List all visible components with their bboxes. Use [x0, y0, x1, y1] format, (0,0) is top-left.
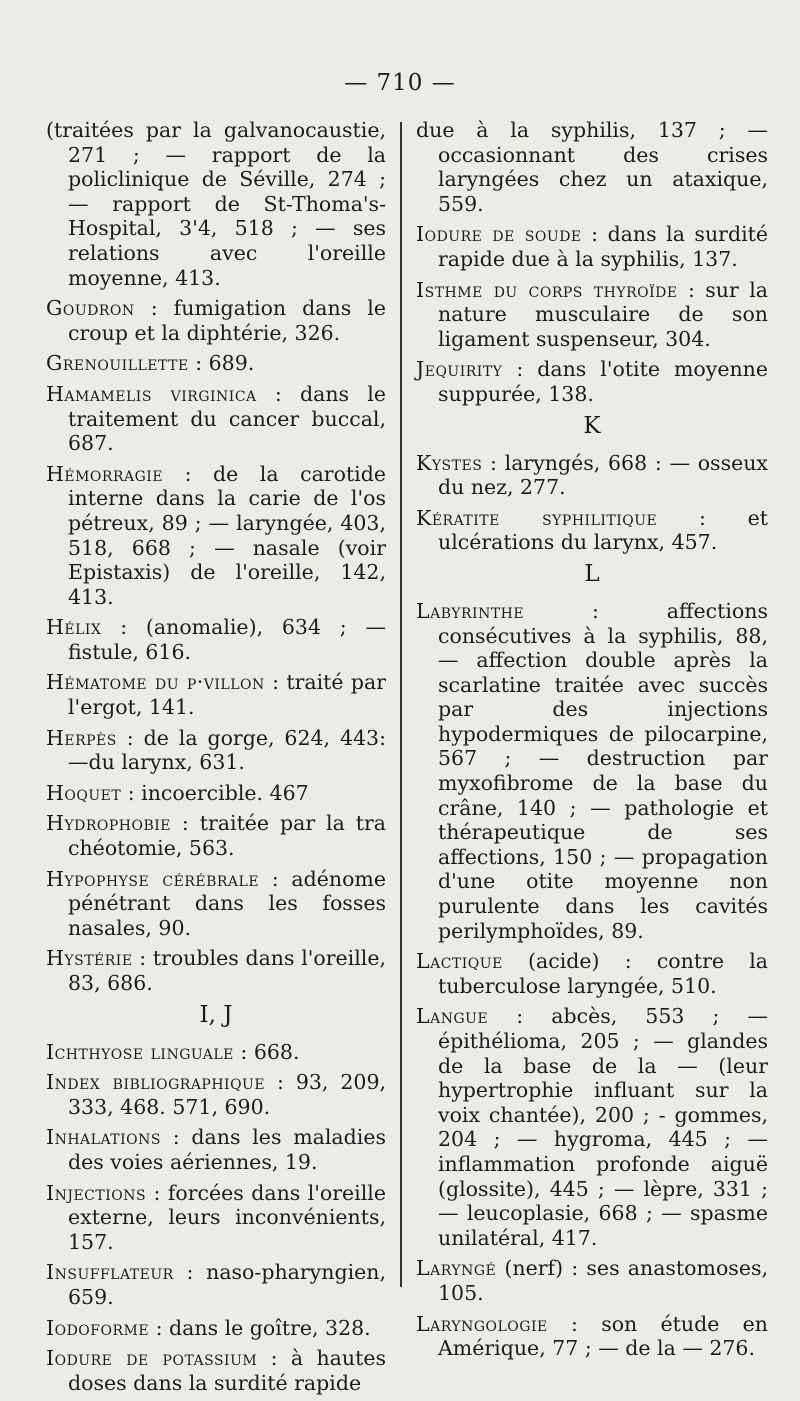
entry-heading: Index bibliographique — [46, 1070, 266, 1095]
index-entry — [46, 1260, 386, 1309]
entry-text: : traitée par la tra chéotomie, 563. — [68, 811, 386, 861]
entry-heading: Herpès — [46, 725, 117, 750]
index-entry — [46, 1316, 386, 1341]
entry-heading: Hoquet — [46, 780, 122, 805]
entry-text: due à la syphilis, 137 ; — occasionnant des crises laryngées chez un ataxique, 559. — [416, 118, 768, 216]
entry-text: : affections consécutives à la syphilis, 88, — affection double après la scarlatine traitée avec succès par des injections hypodermiques de pilocarpine, 567 ; — destruction par myxofibrome de la base du crâne, 140 ; — pathologie et thérapeutique de ses affections, 150 ; — propagation d'une otite moyenne non purulente dans les cavités perilymphoïdes, 89. — [438, 598, 768, 943]
entry-heading: Laryngé — [416, 1256, 497, 1281]
entry-text: : dans le traitement du cancer buccal, 687. — [68, 381, 386, 456]
section-letter-i-j: I, J — [199, 1001, 233, 1028]
entry-heading: Hamamelis virginica — [46, 381, 257, 406]
entry-heading: Insufflateur — [46, 1260, 174, 1285]
index-entry — [46, 1181, 386, 1255]
entry-heading: Hypophyse cérébrale — [46, 866, 260, 891]
entry-heading: Isthme du corps thyroïde — [416, 277, 678, 302]
entry-text: : troubles dans l'oreille, 83, 686. — [68, 946, 386, 995]
entry-heading: Laryngologie — [416, 1311, 548, 1336]
entry-heading: Langue — [416, 1004, 489, 1029]
entry-text: : sur la nature musculaire de son ligament suspenseur, 304. — [438, 277, 768, 351]
entry-text: : laryngés, 668 : — osseux du nez, 277. — [438, 450, 768, 500]
entry-text: : 668. — [233, 1039, 300, 1064]
entry-heading: Hémorragie — [46, 461, 164, 486]
index-entry — [416, 1256, 768, 1305]
entry-text: (nerf) : ses anastomoses, 105. — [438, 1256, 768, 1305]
entry-heading: Iodoforme — [46, 1315, 150, 1340]
entry-heading: Jequirity — [416, 357, 503, 382]
entry-text: (acide) : contre la tuberculose laryngée, 510. — [438, 949, 768, 998]
index-entry — [46, 351, 386, 376]
index-entry — [46, 296, 386, 345]
right-column — [416, 118, 768, 1367]
index-entry — [416, 1004, 768, 1250]
index-entry — [416, 599, 768, 943]
index-entry — [416, 278, 768, 352]
index-entry — [46, 615, 386, 664]
index-entry — [416, 506, 768, 555]
entry-text: : adénome pénétrant dans les fosses nasales, 90. — [68, 866, 386, 940]
entry-heading: Injections — [46, 1180, 147, 1205]
section-letter-k: K — [583, 412, 601, 439]
entry-heading: Grenouillette — [46, 351, 189, 376]
entry-text: : naso-pharyngien, 659. — [68, 1260, 386, 1309]
entry-heading: Ichthyose linguale — [46, 1039, 234, 1064]
page-number: — 710 — — [344, 70, 456, 96]
entry-text: : dans la surdité rapide due à la syphilis, 137. — [438, 222, 768, 271]
entry-text: : son étude en Amérique, 77 ; — de la — 276. — [438, 1311, 768, 1361]
entry-text: : incoercible. 467 — [121, 780, 309, 805]
entry-heading: Hystérie — [46, 946, 133, 971]
index-entry — [46, 1346, 386, 1395]
index-entry — [46, 1070, 386, 1119]
entry-text: : de la carotide interne dans la carie de l'os pétreux, 89 ; — laryngée, 403, 518, 668 ; — nasale (voir Epistaxis) de l'oreille, 142, 413. — [68, 461, 386, 609]
entry-heading: Hydrophobie — [46, 811, 172, 836]
index-entry — [416, 357, 768, 406]
entry-heading: Hématome du p·villon — [46, 670, 265, 695]
entry-text: : dans l'otite moyenne suppurée, 138. — [438, 357, 768, 406]
index-entry — [46, 462, 386, 610]
index-entry — [416, 222, 768, 271]
entry-text: : à hautes doses dans la surdité rapide — [68, 1346, 386, 1395]
entry-heading: Iodure de potassium — [46, 1346, 258, 1371]
index-entry — [46, 867, 386, 941]
entry-heading: Iodure de soude — [416, 222, 582, 247]
index-entry — [46, 781, 386, 806]
entry-heading: Kystes — [416, 450, 483, 475]
entry-heading: Inhalations — [46, 1125, 161, 1150]
entry-text: : de la gorge, 624, 443: —du larynx, 631. — [68, 725, 386, 775]
left-column — [46, 118, 386, 1401]
index-entry — [46, 811, 386, 860]
entry-heading: Lactique — [416, 949, 503, 974]
index-entry — [46, 1125, 386, 1174]
entry-text: : fumigation dans le croup et la diphtérie, 326. — [68, 296, 386, 345]
entry-text: : (anomalie), 634 ; — fistule, 616. — [68, 615, 386, 664]
index-entry — [46, 118, 386, 290]
entry-heading: Hélix — [46, 615, 102, 640]
entry-text: : forcées dans l'oreille externe, leurs inconvénients, 157. — [68, 1180, 386, 1254]
index-entry — [416, 451, 768, 500]
column-divider — [400, 122, 402, 1287]
entry-text: : 689. — [188, 351, 255, 376]
entry-heading: Goudron — [46, 296, 135, 321]
index-entry — [46, 726, 386, 775]
entry-text: : et ulcérations du larynx, 457. — [438, 505, 769, 555]
section-letter-l: L — [584, 560, 600, 587]
index-entry — [46, 946, 386, 995]
index-entry — [416, 1312, 768, 1361]
entry-heading: Kératite syphilitique — [416, 505, 658, 530]
index-entry — [416, 118, 768, 216]
entry-heading: Labyrinthe — [416, 598, 525, 623]
index-entry — [46, 1040, 386, 1065]
index-entry — [46, 670, 386, 719]
entry-text: : 93, 209, 333, 468. 571, 690. — [68, 1070, 387, 1119]
index-entry — [416, 949, 768, 998]
entry-text: : dans les maladies des voies aériennes, 19. — [68, 1125, 386, 1174]
entry-text: : abcès, 553 ; — épithélioma, 205 ; — glandes de la base de la — (leur hypertrophie influant sur la voix chantée), 200 ; - gommes, 204 ; — hygroma, 445 ; — inflammation profonde aiguë (glossite), 445 ; — lèpre, 331 ; — leucoplasie, 668 ; — spasme unilatéral, 417. — [438, 1004, 768, 1250]
index-entry — [46, 382, 386, 456]
entry-text: (traitées par la galvanocaustie, 271 ; — rapport de la policlinique de Séville, 274 ; — rapport de St-Thoma's-Hospital, 3'4, 518 ; — ses relations avec l'oreille moyenne, 413. — [46, 118, 386, 290]
entry-text: : traité par l'ergot, 141. — [68, 670, 386, 720]
entry-text: : dans le goître, 328. — [149, 1315, 371, 1340]
